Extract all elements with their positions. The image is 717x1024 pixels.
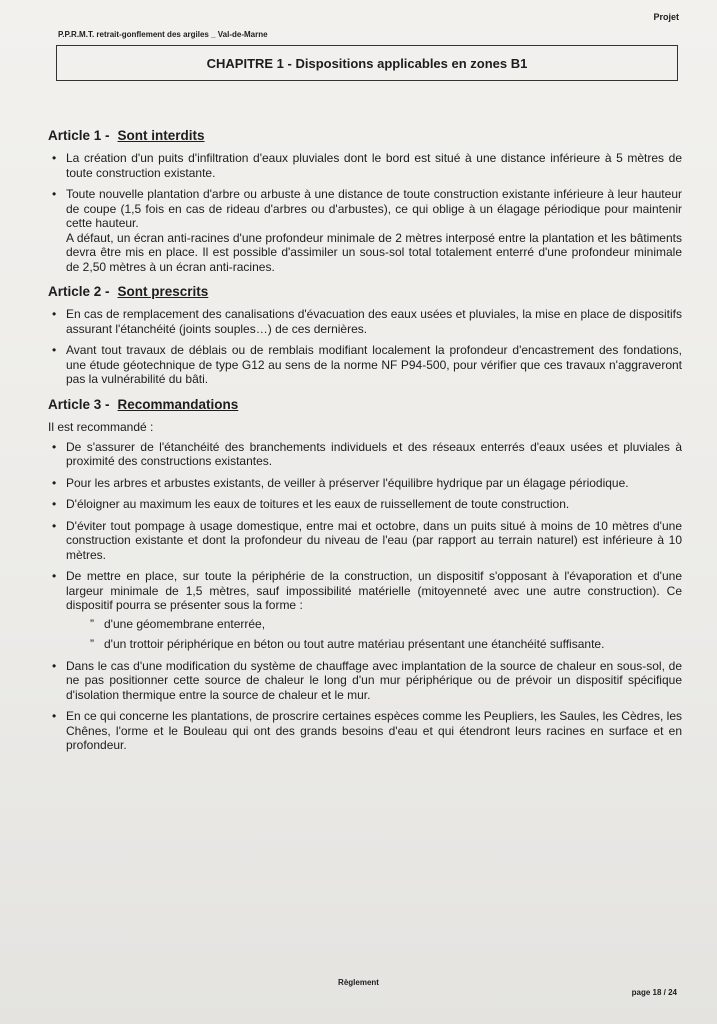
list-item: • D'éviter tout pompage à usage domestique, entre mai et octobre, dans un puits situé à moins de 10 mètres d'une construction existante et dont la profondeur du niveau de l'eau (par rapport au terrain naturel) est inférieure à 10 mètres. — [40, 519, 682, 563]
article-1 — [40, 128, 682, 274]
sub-list-item: ” d'une géomembrane enterrée, — [66, 617, 682, 632]
article-heading — [48, 128, 682, 143]
article-number: Article 3 - — [48, 396, 110, 412]
article-3 — [40, 397, 682, 753]
list-item: • Dans le cas d'une modification du système de chauffage avec implantation de la source de chaleur en sous-sol, de ne pas positionner cette source de chaleur le long d'un mur périphérique ou de prévoir un dispositif spécifique d'isolation thermique entre la source de chaleur et le mur. — [40, 659, 682, 703]
article-list — [40, 151, 682, 274]
sub-list-item: ” d'un trottoir périphérique en béton ou tout autre matériau présentant une étanchéité suffisante. — [66, 637, 682, 652]
document-body — [40, 120, 682, 763]
article-intro: Il est recommandé : — [48, 419, 154, 434]
list-item: • La création d'un puits d'infiltration d'eaux pluviales dont le bord est situé à une distance inférieure à 5 mètres de toute construction existante. — [40, 151, 682, 180]
list-item: • Pour les arbres et arbustes existants, de veiller à préserver l'équilibre hydrique par un élagage périodique. — [40, 476, 682, 491]
document-status: Projet — [653, 12, 679, 22]
list-item: • Avant tout travaux de déblais ou de remblais modifiant localement la profondeur d'encastrement des fondations, une étude géotechnique de type G12 au sens de la norme NF P94-500, pour vérifier que ces travaux n'aggraveront pas la vulnérabilité du bâti. — [40, 343, 682, 387]
article-title: Sont prescrits — [117, 284, 209, 299]
article-heading — [48, 284, 682, 299]
list-item: • D'éloigner au maximum les eaux de toitures et les eaux de ruissellement de toute construction. — [40, 497, 682, 512]
list-item: • En ce qui concerne les plantations, de proscrire certaines espèces comme les Peupliers, les Saules, les Cèdres, les Chênes, l'orme et le Bouleau qui ont des grands besoins d'eau et qui étendront leurs racines en surface et en profondeur. — [40, 709, 682, 753]
article-heading — [48, 397, 682, 412]
footer-label: Règlement — [338, 978, 379, 987]
article-list — [40, 440, 682, 753]
page-number: page 18 / 24 — [631, 988, 677, 997]
article-number: Article 2 - — [48, 284, 110, 299]
article-number: Article 1 - — [48, 128, 110, 143]
list-item: • De s'assurer de l'étanchéité des branchements individuels et des réseaux enterrés d'eaux usées et pluviales à proximité des constructions existantes. — [40, 440, 682, 469]
chapter-title: CHAPITRE 1 - Dispositions applicables en zones B1 — [56, 45, 678, 81]
sub-list — [66, 617, 682, 652]
article-title: Recommandations — [117, 396, 239, 412]
list-item — [40, 569, 682, 652]
list-item: • En cas de remplacement des canalisations d'évacuation des eaux usées et pluviales, la mise en place de dispositifs assurant l'étanchéité (joints souples…) de ces dernières. — [40, 307, 682, 336]
list-item-text: • De mettre en place, sur toute la périphérie de la construction, un dispositif s'opposant à l'évaporation et d'une largeur minimale de 1,5 mètres, sauf impossibilité matérielle (mitoyenneté avec une autre construction). Ce dispositif pourra se présenter sous la forme : — [66, 569, 682, 612]
list-item — [40, 187, 682, 274]
article-title: Sont interdits — [117, 128, 205, 143]
article-list — [40, 307, 682, 387]
running-header: P.P.R.M.T. retrait-gonflement des argiles _ Val-de-Marne — [58, 30, 268, 39]
article-2 — [40, 284, 682, 387]
list-item-text: A défaut, un écran anti-racines d'une profondeur minimale de 2 mètres interposé entre la plantation et les bâtiments devra être mis en place. Il est possible d'assimiler un sous-sol total totalement enterré d'une profondeur minimale de 2,50 mètres à un écran anti-racines. — [66, 230, 682, 274]
list-item-text: • Toute nouvelle plantation d'arbre ou arbuste à une distance de toute construction existante inférieure à leur hauteur de coupe (1,5 fois en cas de rideau d'arbres ou d'arbustes), ce qui oblige à un élagage périodique pour maintenir cette hauteur. — [66, 187, 682, 230]
